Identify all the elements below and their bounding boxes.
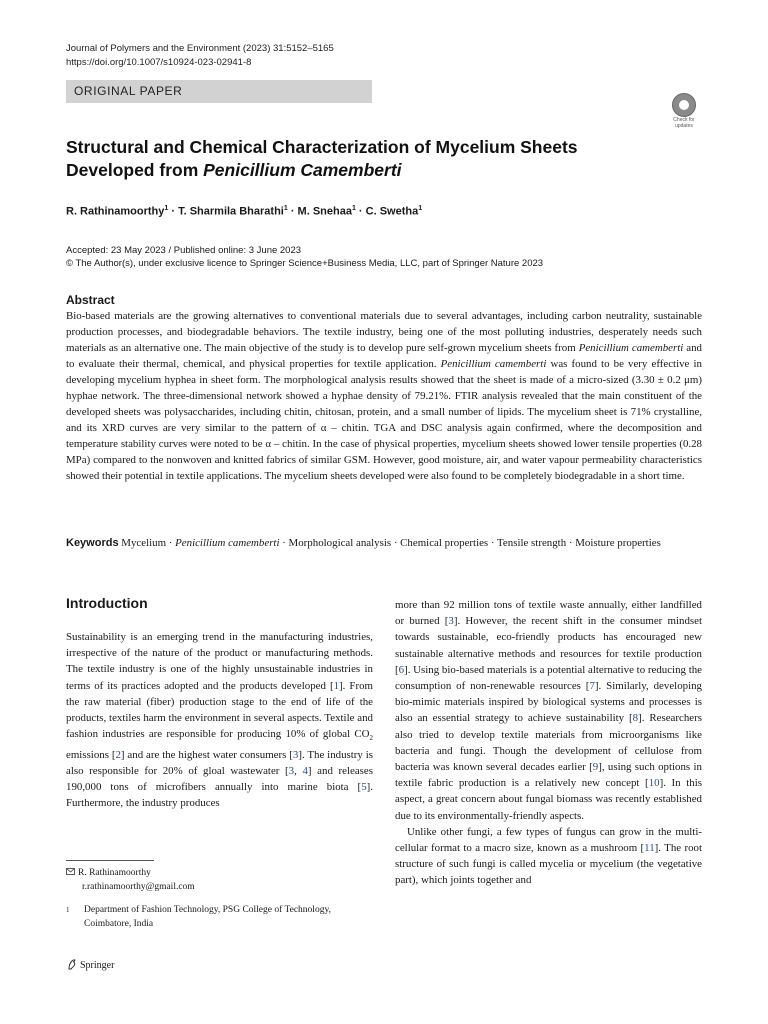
citation-link[interactable]: 3: [292, 748, 299, 761]
introduction-left-column: Sustainability is an emerging trend in the manufacturing industries, irrespective of the nature of the product or manufacturing methods. The textile industry is one of the highly unsustainable industries in terms of its practices adopted and the products developed [1]. From the raw material (fiber) production stage to the end of life of the products, textiles harm the environment in several aspects. Textile and fashion industries are responsible for producing 10% of global $CO_2$ emissions [2] and are the highest water consumers [3]. The industry is also responsible for 20% of gloal wastewater [3, 4] and releases 190,000 tons of microfibers annually into marine biota [5]. Furthermore, the industry produces: [66, 631, 374, 810]
author[interactable]: M. Snehaa: [297, 205, 352, 218]
paragraph: Unlike other fungi, a few types of fungus can grow in the multi-cellular format to a macro size, known as a mushroom [11]. The root structure of such fungi is called mycelia or mycelium (the vegetative part), which joints together and: [395, 825, 703, 887]
publisher-footer: [66, 958, 114, 973]
keywords: Keywords Mycelium · Penicillium camemberti · Morphological analysis · Chemical properties · Tensile strength · Moisture properties: [66, 537, 661, 549]
springer-logo-icon: [66, 958, 78, 970]
abstract-heading: Abstract: [66, 293, 115, 307]
citation-link[interactable]: 7: [589, 680, 595, 693]
citation-link[interactable]: 1: [333, 679, 340, 692]
author[interactable]: T. Sharmila Bharathi: [178, 205, 284, 218]
article-type-label: ORIGINAL PAPER: [74, 84, 183, 98]
corresponding-author: R. Rathinamoorthy: [78, 868, 151, 878]
envelope-icon: [66, 866, 78, 880]
affiliation-number: 1: [66, 906, 70, 914]
author[interactable]: C. Swetha: [365, 205, 419, 218]
citation-link[interactable]: 9: [592, 761, 599, 774]
citation-link[interactable]: 4: [302, 764, 308, 777]
title-line1: Structural and Chemical Characterization of Mycelium Sheets: [66, 137, 578, 157]
title-line2: Developed from Penicillium Camemberti: [66, 160, 402, 180]
affiliation-text: Department of Fashion Technology, PSG College of Technology, Coimbatore, India: [84, 905, 331, 929]
paragraph: more than 92 million tons of textile waste annually, either landfilled or burned [3]. However, the recent shift in the consumer mindset towards sustainable, eco-friendly products has encouraged new sustainable alternative methods and resources for textile production [6]. Using bio-based materials is a potential alternative to reducing the consumption of non-renewable resources [7]. Similarly, developing bio-mimic materials inspired by biological systems and processes is also an essential strategy to achieve sustainability [8]. Researchers also tried to develop textile materials from microorganisms like bacteria and fungi. Though the development of cellulose from bacteria was known several decades earlier [9], using such options in textile fabric production is a relatively new concept [10]. In this aspect, a great concern about fungal biomass was recently established due to its environmentally-friendly aspects.: [395, 599, 703, 822]
introduction-heading: Introduction: [66, 595, 148, 611]
introduction-right-column: [395, 597, 702, 889]
abstract-text: Bio-based materials are the growing alternatives to conventional materials due to several advantages, including carbon neutrality, sustainable production processes, and biodegradable behaviors. The textile industry, being one of the most polluting industries, desperately needs such materials as an alternative one. The main objective of the study is to develop pure self-grown mycelium sheets from Penicillium camemberti and to evaluate their thermal, chemical, and physical properties for textile application. Penicillium camemberti was found to be very effective in developing mycelium hyphea in sheet form. The morphological analysis results showed that the sheet is made of a micro-sized (3.30 ± 0.2 μm) hyphae network. The three-dimensional network showed a hyphae density of 79.21%. FTIR analysis revealed that the main constituent of the developed sheets was polysaccharides, including chitin, chitosan, protein, and a small number of lipids. The mycelium sheet is 71% crystalline, and its XRD curves are very similar to the pattern of α – chitin. TGA and DSC analysis again confirmed, where the decomposition and temperature stability curves were noted to be α – chitin. In the case of physical properties, mycelium sheets showed lower tensile properties (0.28 MPa) compared to the nonwoven and knitted fabrics of similar GSM. However, good moisture, air, and water vapour permeability characteristics showed their potential in textile applications. The mycelium sheets developed were also found to be completely biodegradable in a short time.: [66, 310, 702, 482]
citation-link[interactable]: 3: [448, 615, 454, 628]
badge-line1: Check for: [673, 117, 695, 123]
check-updates-icon: [672, 93, 696, 117]
journal-citation: Journal of Polymers and the Environment (2023) 31:5152–5165: [66, 43, 334, 54]
badge-line2: updates: [675, 123, 693, 129]
copyright-notice: © The Author(s), under exclusive licence to Springer Science+Business Media, LLC, part of Springer Nature 2023: [66, 258, 544, 269]
citation-link[interactable]: 6: [398, 663, 405, 676]
publication-dates: [66, 244, 543, 270]
citation-link[interactable]: 10: [648, 777, 660, 790]
accepted-published: Accepted: 23 May 2023 / Published online: 3 June 2023: [66, 245, 302, 256]
journal-header: [66, 42, 334, 70]
citation-link[interactable]: 3: [288, 764, 295, 777]
keywords-label: Keywords: [66, 537, 119, 549]
paper-title: [66, 136, 626, 182]
doi-link[interactable]: https://doi.org/10.1007/s10924-023-02941-8: [66, 57, 252, 68]
citation-link[interactable]: 2: [115, 748, 121, 761]
citation-link[interactable]: 8: [632, 712, 639, 725]
citation-link[interactable]: 5: [361, 781, 367, 793]
check-for-updates-badge[interactable]: [666, 93, 702, 129]
affiliation-note: [66, 903, 366, 931]
citation-link[interactable]: 11: [644, 842, 655, 855]
correspondence-note: [66, 866, 195, 894]
footnote-divider: [66, 860, 154, 861]
author[interactable]: R. Rathinamoorthy: [66, 205, 165, 218]
author-list: R. Rathinamoorthy$^1$ · T. Sharmila Bharathi$^1$ · M. Snehaa$^1$ · C. Swetha$^1$: [66, 205, 423, 218]
publisher-name: Springer: [80, 960, 115, 971]
title-species: Penicillium Camemberti: [203, 160, 402, 180]
article-type-banner: [66, 80, 372, 103]
author-email[interactable]: r.rathinamoorthy@gmail.com: [82, 882, 195, 892]
